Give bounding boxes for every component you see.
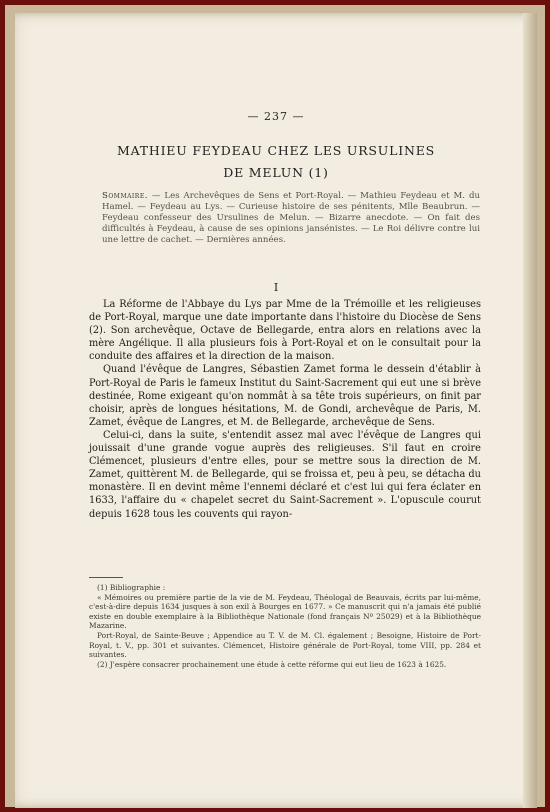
footnotes (89, 583, 481, 669)
page-gutter (523, 13, 537, 808)
chapter-title-line2: DE MELUN (1) (223, 165, 329, 180)
paragraph: La Réforme de l'Abbaye du Lys par Mme de la Trémoille et les religieuses de Port-Royal, marque une date importante dans l'histoire du Diocèse de Sens (2). Son archevêque, Octave de Bellegarde, entra alors en relations avec la mère Angélique. Il alla plusieurs fois à Port-Royal et on le consultait pour la conduite des affaires et la direction de la maison. (89, 299, 481, 363)
footnote-divider (89, 577, 123, 578)
paragraph: Celui-ci, dans la suite, s'entendit assez mal avec l'évêque de Langres qui jouissait d'une grande vogue auprès des religieuses. S'il faut en croire Clémencet, plusieurs d'entre elles, pour se mettre sous la direction de M. Zamet, quittèrent M. de Bellegarde, qui se froissa et, peu à peu, se détacha du monastère. Il en devint même l'ennemi déclaré et c'est lui qui fera éclater en 1633, l'affaire du « chapelet secret du Saint-Sacrement ». L'opuscule courut depuis 1628 tous les couvents qui rayon- (89, 429, 481, 520)
chapter-title: MATHIEU FEYDEAU CHEZ LES URSULINES (116, 143, 435, 158)
paragraph: Quand l'évêque de Langres, Sébastien Zamet forma le dessein d'établir à Port-Royal de Paris le fameux Institut du Saint-Sacrement qui eut une si brève destinée, Rome exigeant qu'on nommât à sa tête trois supérieurs, on finit par choisir, après de longues hésitations, M. de Gondi, archevêque de Paris, M. Zamet, évêque de Langres, et M. de Bellegarde, archevêque de Sens. (89, 364, 481, 428)
page-number: — 237 — (247, 110, 305, 123)
summary-label: Sommaire. (102, 191, 148, 201)
chapter-summary (102, 191, 480, 246)
footnote: Port-Royal, de Sainte-Beuve ; Appendice au T. V. de M. Cl. également ; Besoigne, Histoire de Port-Royal, t. V., pp. 301 et suivantes. Clémencet, Histoire générale de Port-Royal, tome VIII, pp. 284 et suivantes. (89, 630, 481, 660)
book-page (15, 13, 537, 808)
body-text (89, 298, 481, 521)
summary-text: — Les Archevêques de Sens et Port-Royal. — Mathieu Feydeau et M. du Hamel. — Feydeau au Lys. — Curieuse histoire de ses pénitents, Mlle Beaubrun. — Feydeau confesseur des Ursulines de Melun. — Bizarre anecdote. — On fait des difficultés à Feydeau, à cause de ses opinions jansénistes. — Le Roi délivre contre lui une lettre de cachet. — Dernières années. (102, 191, 480, 245)
section-number: I (273, 281, 279, 294)
footnote: « Mémoires ou première partie de la vie de M. Feydeau, Théologal de Beauvais, écrits par lui-même, c'est-à-dire depuis 1634 jusques à son exil à Bourges en 1677. » Ce manuscrit qui n'a jamais été publié existe en double exemplaire à la Bibliothèque Nationale (fond français Nº 25029) et à la Bibliothèque Mazarine. (89, 592, 481, 631)
footnote: (1) Bibliographie : (97, 583, 166, 592)
footnote: (2) J'espère consacrer prochainement une étude à cette réforme qui eut lieu de 1623 à 1625. (97, 659, 447, 669)
